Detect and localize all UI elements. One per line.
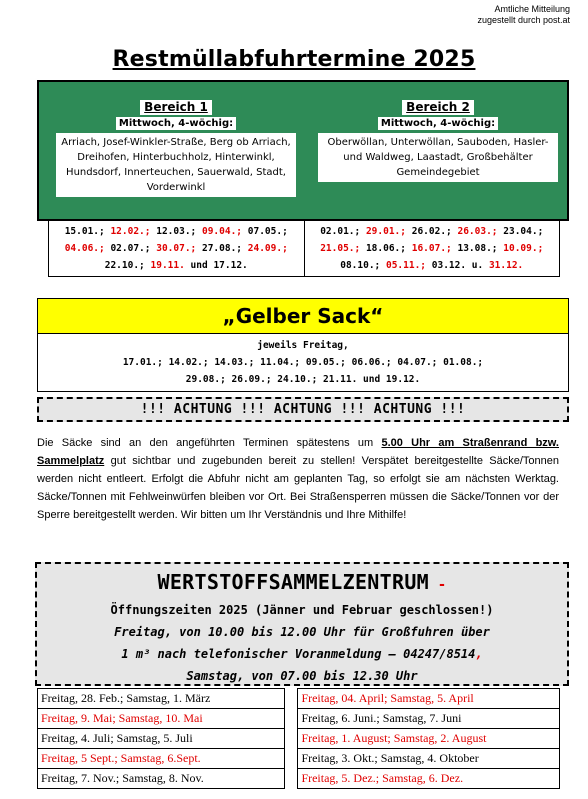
- yellow-sack-heading: „Gelber Sack“: [37, 298, 569, 334]
- saturday-hours: Samstag, von 07.00 bis 12.30 Uhr: [186, 669, 418, 683]
- table-row: [38, 709, 560, 729]
- area-1-schedule: Mittwoch, 4-wöchig:: [116, 117, 236, 130]
- instructions-emphasis: 5.00 Uhr am Straßenrand bzw. Sammelplatz: [37, 437, 559, 467]
- table-cell: Freitag, 04. April; Samstag, 5. April: [298, 689, 560, 709]
- yellow-sack-line-1: 17.01.; 14.02.; 14.03.; 11.04.; 09.05.; 06.06.; 04.07.; 01.08.;: [122, 357, 484, 368]
- date: 22.10.;: [104, 260, 151, 271]
- area-2-name: Bereich 2: [402, 100, 474, 115]
- date: 09.04.;: [201, 226, 248, 237]
- table-cell: Freitag, 5. Dez.; Samstag, 6. Dez.: [298, 769, 560, 789]
- date: 13.08.;: [457, 243, 504, 254]
- table-cell: Freitag, 7. Nov.; Samstag, 8. Nov.: [38, 769, 285, 789]
- date: 19.11.: [150, 260, 185, 271]
- column-gap: [284, 689, 298, 709]
- date: 07.05.;: [247, 226, 288, 237]
- table-row: [38, 749, 560, 769]
- area-1-name: Bereich 1: [140, 100, 212, 115]
- date: 18.06.;: [365, 243, 412, 254]
- yellow-sack-sub: jeweils Freitag,: [257, 340, 349, 351]
- phone-text: 1 m³ nach telefonischer Voranmeldung – 04247/8514: [121, 647, 476, 661]
- phone-comma: ,: [475, 647, 483, 661]
- recycling-center-box: [35, 562, 569, 686]
- area-1-dates-line-2: [49, 240, 304, 257]
- yellow-sack-dates: [37, 334, 569, 392]
- date: 29.01.;: [365, 226, 412, 237]
- opening-hours-heading: Öffnungszeiten 2025 (Jänner und Februar geschlossen!): [110, 603, 494, 617]
- conjunction: und: [184, 260, 214, 271]
- date: 26.02.;: [411, 226, 458, 237]
- area-2-dates-line-2: [305, 240, 560, 257]
- date: 21.05.;: [320, 243, 366, 254]
- friday-hours: Freitag, von 10.00 bis 12.00 Uhr für Großfuhren über: [114, 625, 490, 639]
- instructions-paragraph: [37, 434, 559, 524]
- area-2-schedule: Mittwoch, 4-wöchig:: [378, 117, 498, 130]
- area-2-places: Oberwöllan, Unterwöllan, Sauboden, Hasler- und Waldweg, Laastadt, Großbehälter Gemeindegebiet: [318, 133, 558, 182]
- date: 27.08.;: [201, 243, 248, 254]
- attention-banner: !!! ACHTUNG !!! ACHTUNG !!! ACHTUNG !!!: [37, 397, 569, 422]
- date: 31.12.: [488, 260, 524, 271]
- notice-line-2: zugestellt durch post.at: [477, 15, 570, 25]
- area-1: [56, 100, 296, 197]
- area-2: [318, 100, 558, 182]
- date: 16.07.;: [411, 243, 458, 254]
- date: 08.10.;: [340, 260, 386, 271]
- notice-line-1: Amtliche Mitteilung: [494, 4, 570, 14]
- date: 23.04.;: [503, 226, 544, 237]
- date: 04.06.;: [64, 243, 111, 254]
- title-dash: -: [429, 577, 447, 593]
- column-gap: [284, 749, 298, 769]
- instructions-text-2: gut sichtbar und zugebunden bereit zu stellen! Verspätet bereitgestellte Säcke/Tonnen werden nicht entleert. Erfolgt die Abfuhr nicht am geplanten Tag, so erfolgt sie am nächsten Werktag. Säcke/Tonnen mit Fehlweinwürfen bleiben vor Ort. Bei Straßensperren müssen die Säcke/Tonnen vor der Sperre bereitgestellt werden. Wir bitten um Ihr Verständnis und Ihre Mithilfe!: [37, 455, 559, 521]
- date: 12.02.;: [110, 226, 157, 237]
- date: 15.01.;: [64, 226, 111, 237]
- column-gap: [284, 709, 298, 729]
- area-1-dates-line-1: [49, 223, 304, 240]
- date: 10.09.;: [503, 243, 544, 254]
- area-1-dates-line-3: [49, 257, 304, 274]
- yellow-sack-line-2: 29.08.; 26.09.; 24.10.; 21.11. und 19.12.: [185, 374, 421, 385]
- table-row: [38, 769, 560, 789]
- table-cell: Freitag, 6. Juni.; Samstag, 7. Juni: [298, 709, 560, 729]
- page-title: Restmüllabfuhrtermine 2025: [112, 47, 476, 72]
- date: 30.07.;: [156, 243, 202, 254]
- opening-dates-table: [37, 688, 560, 789]
- date: 12.03.;: [156, 226, 202, 237]
- area-2-dates: [304, 221, 560, 276]
- pickup-dates-table: [48, 221, 560, 277]
- date: 17.12.: [213, 260, 248, 271]
- date: 03.12. u.: [431, 260, 489, 271]
- instructions-text-1: Die Säcke sind an den angeführten Terminen spätestens um: [37, 437, 382, 449]
- area-1-places: Arriach, Josef-Winkler-Straße, Berg ob Arriach, Dreihofen, Hinterbuchholz, Hinterwinkl, Hundsdorf, Innerteuchen, Sauerwald, Stadt, Vorderwinkl: [56, 133, 296, 197]
- official-notice: [477, 4, 570, 26]
- area-2-dates-line-1: [305, 223, 560, 240]
- table-cell: Freitag, 5 Sept.; Samstag, 6.Sept.: [38, 749, 285, 769]
- area-2-dates-line-3: [305, 257, 560, 274]
- date: 24.09.;: [247, 243, 288, 254]
- date: 05.11.;: [385, 260, 432, 271]
- column-gap: [284, 729, 298, 749]
- table-cell: Freitag, 9. Mai; Samstag, 10. Mai: [38, 709, 285, 729]
- date: 02.01.;: [320, 226, 366, 237]
- area-1-dates: [49, 221, 304, 276]
- date: 26.03.;: [457, 226, 504, 237]
- column-gap: [284, 769, 298, 789]
- date: 02.07.;: [110, 243, 157, 254]
- table-row: [38, 729, 560, 749]
- table-cell: Freitag, 28. Feb.; Samstag, 1. März: [38, 689, 285, 709]
- table-row: [38, 689, 560, 709]
- recycling-center-title: [37, 568, 567, 599]
- table-cell: Freitag, 1. August; Samstag, 2. August: [298, 729, 560, 749]
- table-cell: Freitag, 4. Juli; Samstag, 5. Juli: [38, 729, 285, 749]
- recycling-center-name: WERTSTOFFSAMMELZENTRUM: [157, 570, 430, 594]
- phone-line: [37, 643, 567, 665]
- table-cell: Freitag, 3. Okt.; Samstag, 4. Oktober: [298, 749, 560, 769]
